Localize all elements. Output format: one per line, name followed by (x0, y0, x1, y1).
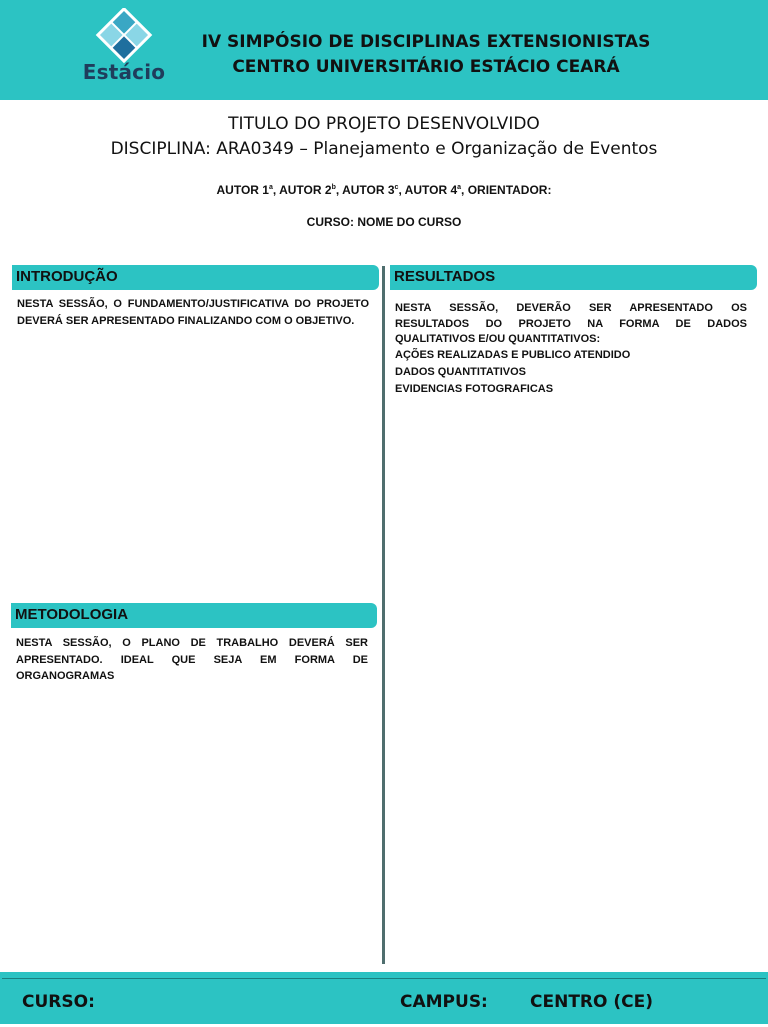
header-banner (0, 0, 768, 100)
footer-campus-value: CENTRO (CE) (530, 992, 654, 1012)
course-line: CURSO: NOME DO CURSO (306, 215, 462, 229)
section-body-introducao (17, 296, 369, 329)
footer-banner (0, 972, 768, 1024)
footer-inner (2, 978, 766, 1027)
author-2-affil: b (331, 184, 336, 191)
list-item: AÇÕES REALIZADAS E PUBLICO ATENDIDO (395, 349, 631, 361)
section-heading-resultados: RESULTADOS (390, 265, 757, 290)
footer-campus-label: CAMPUS: (400, 992, 488, 1012)
authors-line (0, 183, 768, 197)
section-heading-metodologia: METODOLOGIA (11, 603, 377, 628)
introducao-text: NESTA SESSÃO, O FUNDAMENTO/JUSTIFICATIVA DO PROJETO DEVERÁ SER APRESENTADO FINALIZANDO COM O OBJETIVO. (17, 298, 369, 327)
institution-title: CENTRO UNIVERSITÁRIO ESTÁCIO CEARÁ (232, 57, 620, 77)
column-divider (382, 266, 385, 964)
author-3: , AUTOR 3 (335, 183, 395, 197)
discipline-title: DISCIPLINA: ARA0349 – Planejamento e Organização de Eventos (110, 139, 658, 159)
author-4-affil: a (457, 184, 462, 191)
list-item: EVIDENCIAS FOTOGRAFICAS (395, 383, 554, 395)
author-3-affil: c (394, 184, 399, 191)
logo-text: Estácio (82, 60, 166, 84)
section-body-metodologia (16, 635, 368, 685)
resultados-list (395, 347, 630, 398)
project-title: TITULO DO PROJETO DESENVOLVIDO (228, 114, 540, 134)
resultados-text: NESTA SESSÃO, DEVERÃO SER APRESENTADO OS RESULTADOS DO PROJETO NA FORMA DE DADOS QUALITATIVOS E/OU QUANTITATIVOS: (395, 302, 747, 345)
project-title-block (0, 112, 768, 162)
metodologia-text: NESTA SESSÃO, O PLANO DE TRABALHO DEVERÁ SER APRESENTADO. IDEAL QUE SEJA EM FORMA DE ORGANOGRAMAS (16, 637, 368, 682)
author-2: , AUTOR 2 (272, 183, 332, 197)
author-4: , AUTOR 4 (398, 183, 458, 197)
symposium-title: IV SIMPÓSIO DE DISCIPLINAS EXTENSIONISTAS (201, 32, 651, 52)
footer-course-label: CURSO: (22, 992, 95, 1012)
section-heading-introducao: INTRODUÇÃO (12, 265, 379, 290)
advisor-label: , ORIENTADOR: (461, 183, 552, 197)
estacio-logo-icon (72, 8, 176, 64)
author-1-affil: a (268, 184, 273, 191)
section-body-resultados (395, 301, 747, 348)
author-1: AUTOR 1 (216, 183, 269, 197)
list-item: DADOS QUANTITATIVOS (395, 366, 526, 378)
estacio-logo (72, 8, 176, 88)
header-titles (176, 30, 676, 80)
